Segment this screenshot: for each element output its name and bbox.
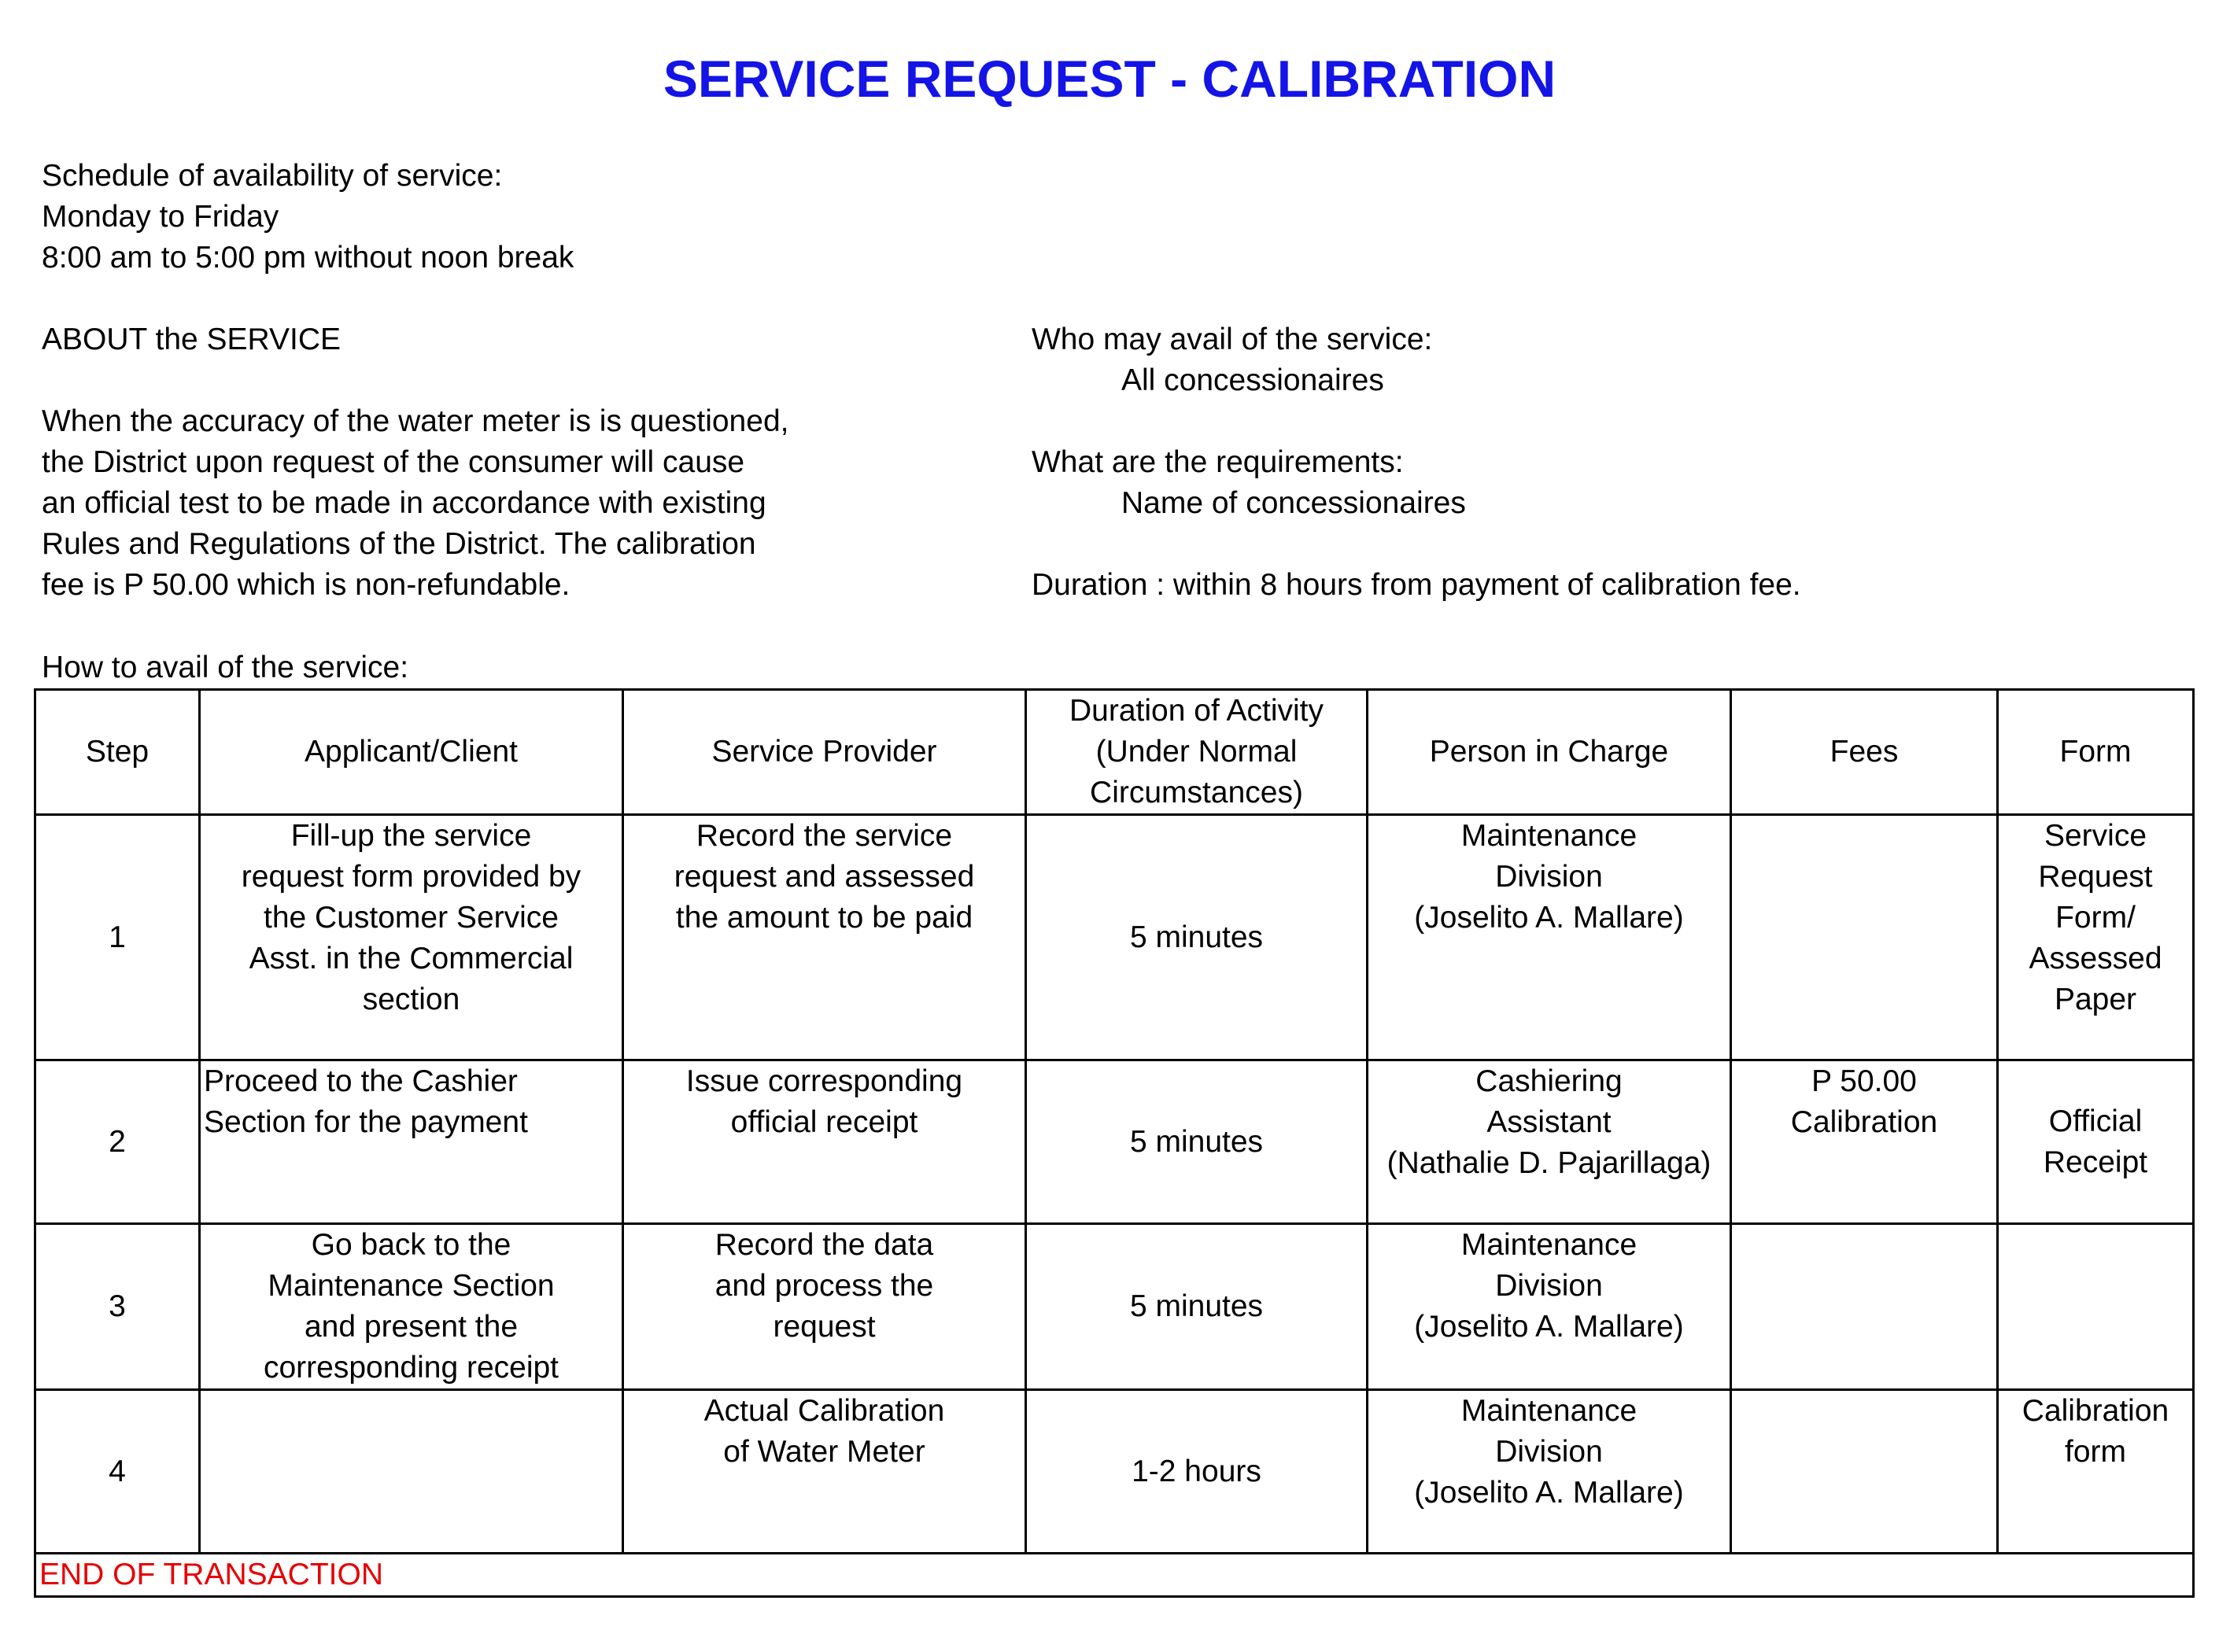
table-footer-row	[35, 1554, 2194, 1597]
requirements-label: What are the requirements:	[1032, 445, 1404, 479]
service-provider-cell	[623, 815, 1026, 1060]
service-provider-cell	[623, 1224, 1026, 1390]
schedule-days: Monday to Friday	[42, 200, 279, 234]
header-service-provider: Service Provider	[623, 690, 1026, 815]
cell-line: Fill-up the service	[290, 819, 532, 853]
about-heading: ABOUT the SERVICE	[42, 323, 342, 356]
cell-line: Actual Calibration	[703, 1394, 945, 1428]
header-applicant-client: Applicant/Client	[200, 690, 623, 815]
about-line: fee is P 50.00 which is non-refundable.	[42, 568, 570, 602]
form-cell	[1998, 1224, 2194, 1390]
about-line: When the accuracy of the water meter is is questioned,	[42, 404, 789, 438]
applicant-client-cell	[200, 1224, 623, 1390]
about-line: the District upon request of the consumer will cause	[42, 445, 745, 479]
about-line: an official test to be made in accordance with existing	[42, 486, 766, 520]
cell-line: Proceed to the Cashier	[204, 1064, 518, 1098]
cell-line: request and assessed	[674, 860, 975, 894]
cell-line: form	[2065, 1435, 2126, 1469]
cell-line: Cashiering	[1475, 1064, 1623, 1098]
cell-line: Receipt	[2043, 1145, 2148, 1179]
cell-line: Asst. in the Commercial	[249, 942, 574, 975]
how-to-label: How to avail of the service:	[42, 651, 409, 684]
cell-line: Calibration	[1790, 1105, 1938, 1139]
person-in-charge-cell	[1368, 1224, 1731, 1390]
cell-line: Form/	[2055, 901, 2136, 935]
cell-line: (Joselito A. Mallare)	[1414, 1310, 1684, 1344]
who-label: Who may avail of the service:	[1032, 323, 1433, 356]
end-of-transaction: END OF TRANSACTION	[35, 1554, 2194, 1597]
cell-line: Record the data	[714, 1228, 934, 1262]
duration-cell: 5 minutes	[1026, 1224, 1368, 1390]
cell-line: section	[362, 983, 460, 1016]
duration-cell: 1-2 hours	[1026, 1390, 1368, 1554]
header-person-in-charge: Person in Charge	[1368, 690, 1731, 815]
cell-line: Maintenance	[1460, 819, 1637, 853]
cell-line: Go back to the	[311, 1228, 511, 1262]
table-row	[35, 815, 2194, 1060]
duration-note: Duration : within 8 hours from payment of calibration fee.	[1032, 568, 1801, 602]
applicant-client-cell	[200, 815, 623, 1060]
fees-cell	[1731, 1060, 1998, 1224]
requirements-value: Name of concessionaires	[1121, 486, 1466, 520]
schedule-hours: 8:00 am to 5:00 pm without noon break	[42, 241, 574, 275]
form-cell	[1998, 1390, 2194, 1554]
fees-cell	[1731, 1390, 1998, 1554]
cell-line: Service	[2044, 819, 2147, 853]
cell-line: Official	[2048, 1104, 2143, 1138]
step-number: 4	[35, 1390, 200, 1554]
cell-line: Maintenance Section	[268, 1269, 555, 1303]
cell-line: corresponding receipt	[263, 1351, 559, 1385]
step-number: 2	[35, 1060, 200, 1224]
cell-line: of Water Meter	[723, 1435, 925, 1469]
schedule-label: Schedule of availability of service:	[42, 159, 503, 193]
cell-line: (Joselito A. Mallare)	[1414, 1476, 1684, 1510]
who-value: All concessionaires	[1121, 363, 1384, 397]
fees-cell	[1731, 1224, 1998, 1390]
applicant-client-cell	[200, 1060, 623, 1224]
service-provider-cell	[623, 1390, 1026, 1554]
table-row	[35, 1224, 2194, 1390]
form-cell	[1998, 1060, 2194, 1224]
cell-line: the Customer Service	[264, 901, 559, 935]
duration-cell: 5 minutes	[1026, 815, 1368, 1060]
header-duration-line: Duration of Activity	[1069, 694, 1324, 728]
person-in-charge-cell	[1368, 1390, 1731, 1554]
cell-line: Division	[1495, 860, 1603, 894]
header-duration	[1026, 690, 1368, 815]
cell-line: the amount to be paid	[675, 901, 973, 935]
duration-cell: 5 minutes	[1026, 1060, 1368, 1224]
cell-line: and process the	[714, 1269, 934, 1303]
fees-cell	[1731, 815, 1998, 1060]
applicant-client-cell	[200, 1390, 623, 1554]
about-line: Rules and Regulations of the District. The calibration	[42, 527, 756, 561]
header-duration-line: Circumstances)	[1090, 776, 1303, 809]
table-header-row	[35, 690, 2194, 815]
cell-line: request form provided by	[241, 860, 582, 894]
form-cell	[1998, 815, 2194, 1060]
cell-line: and present the	[304, 1310, 519, 1344]
step-number: 1	[35, 815, 200, 1060]
header-fees: Fees	[1731, 690, 1998, 815]
cell-line: Maintenance	[1460, 1228, 1637, 1262]
service-steps-table	[34, 688, 2195, 1598]
cell-line: (Joselito A. Mallare)	[1414, 901, 1684, 935]
table-row	[35, 1060, 2194, 1224]
header-form: Form	[1998, 690, 2194, 815]
cell-line: Issue corresponding	[685, 1064, 963, 1098]
person-in-charge-cell	[1368, 1060, 1731, 1224]
cell-line: P 50.00	[1811, 1064, 1917, 1098]
cell-line: Record the service	[696, 819, 953, 853]
cell-line: Assistant	[1486, 1105, 1612, 1139]
header-step: Step	[35, 690, 200, 815]
cell-line: Maintenance	[1460, 1394, 1637, 1428]
page-title: SERVICE REQUEST - CALIBRATION	[663, 50, 1556, 108]
cell-line: (Nathalie D. Pajarillaga)	[1386, 1146, 1711, 1180]
cell-line: request	[773, 1310, 876, 1344]
cell-line: Paper	[2054, 983, 2137, 1016]
cell-line: Request	[2038, 860, 2153, 894]
cell-line: official receipt	[730, 1105, 918, 1139]
cell-line: Assessed	[2029, 942, 2162, 975]
cell-line: Division	[1495, 1269, 1603, 1303]
step-number: 3	[35, 1224, 200, 1390]
table-row	[35, 1390, 2194, 1554]
cell-line: Division	[1495, 1435, 1603, 1469]
cell-line: Calibration	[2021, 1394, 2169, 1428]
cell-line: Section for the payment	[204, 1105, 528, 1139]
service-provider-cell	[623, 1060, 1026, 1224]
header-duration-line: (Under Normal	[1095, 735, 1298, 769]
person-in-charge-cell	[1368, 815, 1731, 1060]
